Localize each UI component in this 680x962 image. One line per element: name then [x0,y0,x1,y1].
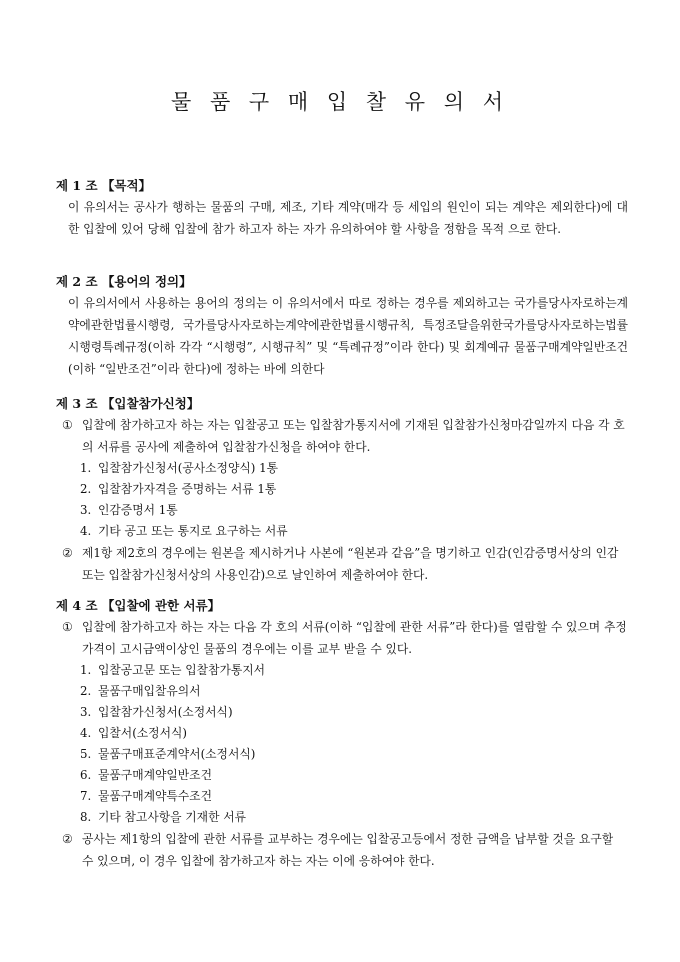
paragraph-text: 입찰에 참가하고자 하는 자는 다음 각 호의 서류(이하 “입찰에 관한 서류”라 한다)를 열람할 수 있으며 추정가격이 고시금액이상인 물품의 경우에는 이를 교부 받을 수 있다. [82,620,627,656]
article-heading: 제 4 조 【입찰에 관한 서류】 [56,598,221,613]
paragraph-text: 공사는 제1항의 입찰에 관한 서류를 교부하는 경우에는 입찰공고등에서 정한 금액을 납부할 것을 요구할 수 있으며, 이 경우 입찰에 참가하고자 하는 자는 이에 응하여야 한다. [82,832,614,868]
article-body: 이 유의서는 공사가 행하는 물품의 구매, 제조, 기타 계약(매각 등 세입의 원인이 되는 계약은 제외한다)에 대한 입찰에 있어 당해 입찰에 참가 하고자 하는 자가 유의하여야 할 사항을 정함을 목적 으로 한다. [68,200,628,236]
article-heading: 제 1 조 【목적】 [56,178,152,193]
item-list [56,660,628,828]
article-4 [56,596,628,872]
paragraph-number: ① [62,620,73,634]
paragraph-number: ① [62,418,73,432]
paragraph-number: ② [62,546,73,560]
paragraph-text: 입찰에 참가하고자 하는 자는 입찰공고 또는 입찰참가통지서에 기재된 입찰참가신청마감일까지 다음 각 호의 서류를 공사에 제출하여 입찰참가신청을 하여야 한다. [82,418,625,454]
list-item: 8. 기타 참고사항을 기재한 서류 [80,810,246,824]
article-1 [56,176,628,240]
list-item: 2. 물품구매입찰유의서 [80,684,201,698]
list-item: 4. 입찰서(소정서식) [80,726,187,740]
paragraph-1 [56,616,628,660]
list-item: 4. 기타 공고 또는 통지로 요구하는 서류 [80,524,288,538]
article-3 [56,394,628,586]
document-title: 물 품 구 매 입 찰 유 의 서 [171,90,509,114]
article-heading: 제 2 조 【용어의 정의】 [56,274,192,289]
list-item: 7. 물품구매계약특수조건 [80,789,212,803]
article-body: 이 유의서에서 사용하는 용어의 정의는 이 유의서에서 따로 정하는 경우를 제외하고는 국가를당사자로하는계약에관한법률시행령, 국가를당사자로하는계약에관한법률시행규칙, 특정조달을위한국가를당사자로하는법률시행령특례규정(이하 각각 “시행령”, 시행규칙” 및 “특례규정”이라 한다) 및 회계예규 물품구매계약일반조건(이하 “일반조건”이라 한다)에 정하는 바에 의한다 [68,296,629,376]
paragraph-number: ② [62,832,73,846]
list-item: 3. 인감증명서 1통 [80,503,178,517]
article-2 [56,272,628,380]
list-item: 1. 입찰공고문 또는 입찰참가통지서 [80,663,266,677]
paragraph-1 [56,414,628,458]
article-heading: 제 3 조 【입찰참가신청】 [56,396,200,411]
paragraph-text: 제1항 제2호의 경우에는 원본을 제시하거나 사본에 “원본과 같음”을 명기하고 인감(인감증명서상의 인감 또는 입찰참가신청서상의 사용인감)으로 날인하여 제출하여야 한다. [82,546,619,582]
list-item: 3. 입찰참가신청서(소정서식) [80,705,233,719]
list-item: 6. 물품구매계약일반조건 [80,768,212,782]
list-item: 5. 물품구매표준계약서(소정서식) [80,747,256,761]
paragraph-2 [56,542,628,586]
item-list [56,458,628,542]
paragraph-2 [56,828,628,872]
list-item: 1. 입찰참가신청서(공사소정양식) 1통 [80,461,279,475]
list-item: 2. 입찰참가자격을 증명하는 서류 1통 [80,482,277,496]
